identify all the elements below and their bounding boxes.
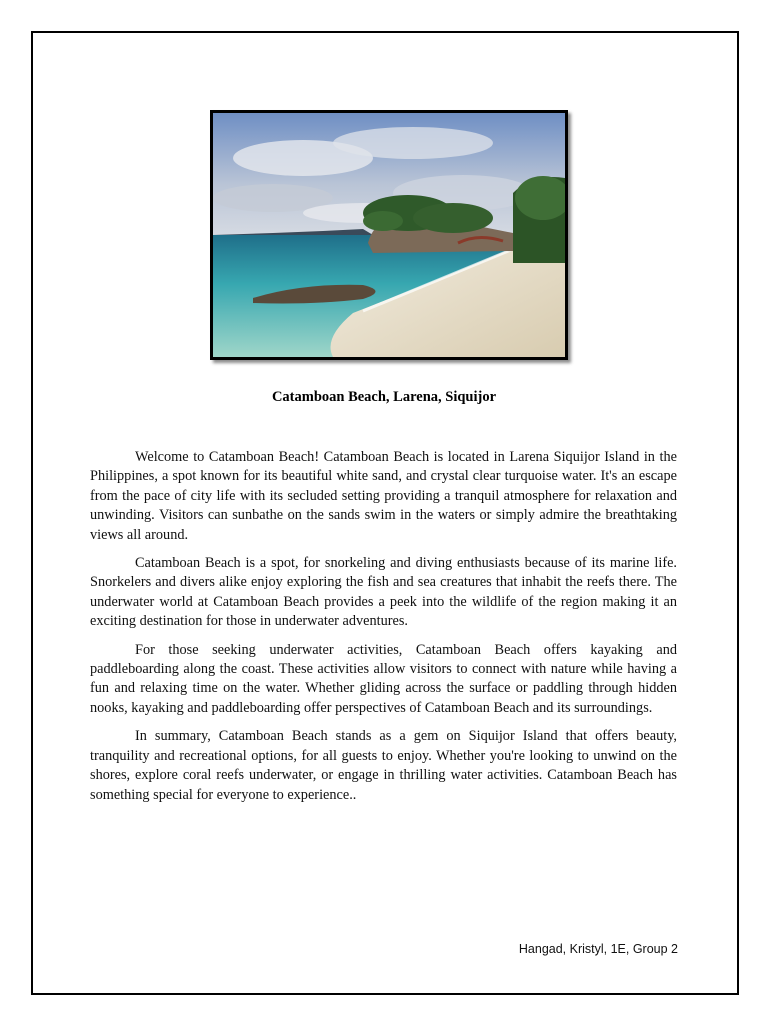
author-footer: Hangad, Kristyl, 1E, Group 2 (518, 942, 678, 956)
beach-photo-illustration (213, 113, 565, 357)
paragraph: In summary, Catamboan Beach stands as a gem on Siquijor Island that offers beauty, tranquility and recreational options, for all guests to enjoy. Whether you're looking to unwind on the shores, explore coral reefs underwater, or engage in thrilling water activities. Catamboan Beach has something special for everyone to experience.. (90, 728, 677, 803)
paragraph: Catamboan Beach is a spot, for snorkeling and diving enthusiasts because of its marine life. Snorkelers and divers alike enjoy exploring the fish and sea creatures that inhabit the reefs there. The underwater world at Catamboan Beach provides a peek into the wildlife of the region making it an exciting destination for those in underwater adventures. (90, 555, 677, 630)
article-body (90, 448, 677, 814)
paragraph: Welcome to Catamboan Beach! Catamboan Beach is located in Larena Siquijor Island in the Philippines, a spot known for its beautiful white sand, and crystal clear turquoise water. It's an escape from the pace of city life with its secluded setting providing a tranquil atmosphere for relaxation and unwinding. Visitors can sunbathe on the sands swim in the waters or simply admire the breathtaking views all around. (90, 449, 677, 543)
paragraph: For those seeking underwater activities, Catamboan Beach offers kayaking and paddleboarding along the coast. These activities allow visitors to connect with nature while having a fun and relaxing time on the water. Whether gliding across the surface or paddling through hidden nooks, kayaking and paddleboarding offer perspectives of Catamboan Beach and its surroundings. (90, 641, 677, 716)
beach-photo (210, 110, 568, 360)
photo-caption: Catamboan Beach, Larena, Siquijor (271, 389, 497, 405)
